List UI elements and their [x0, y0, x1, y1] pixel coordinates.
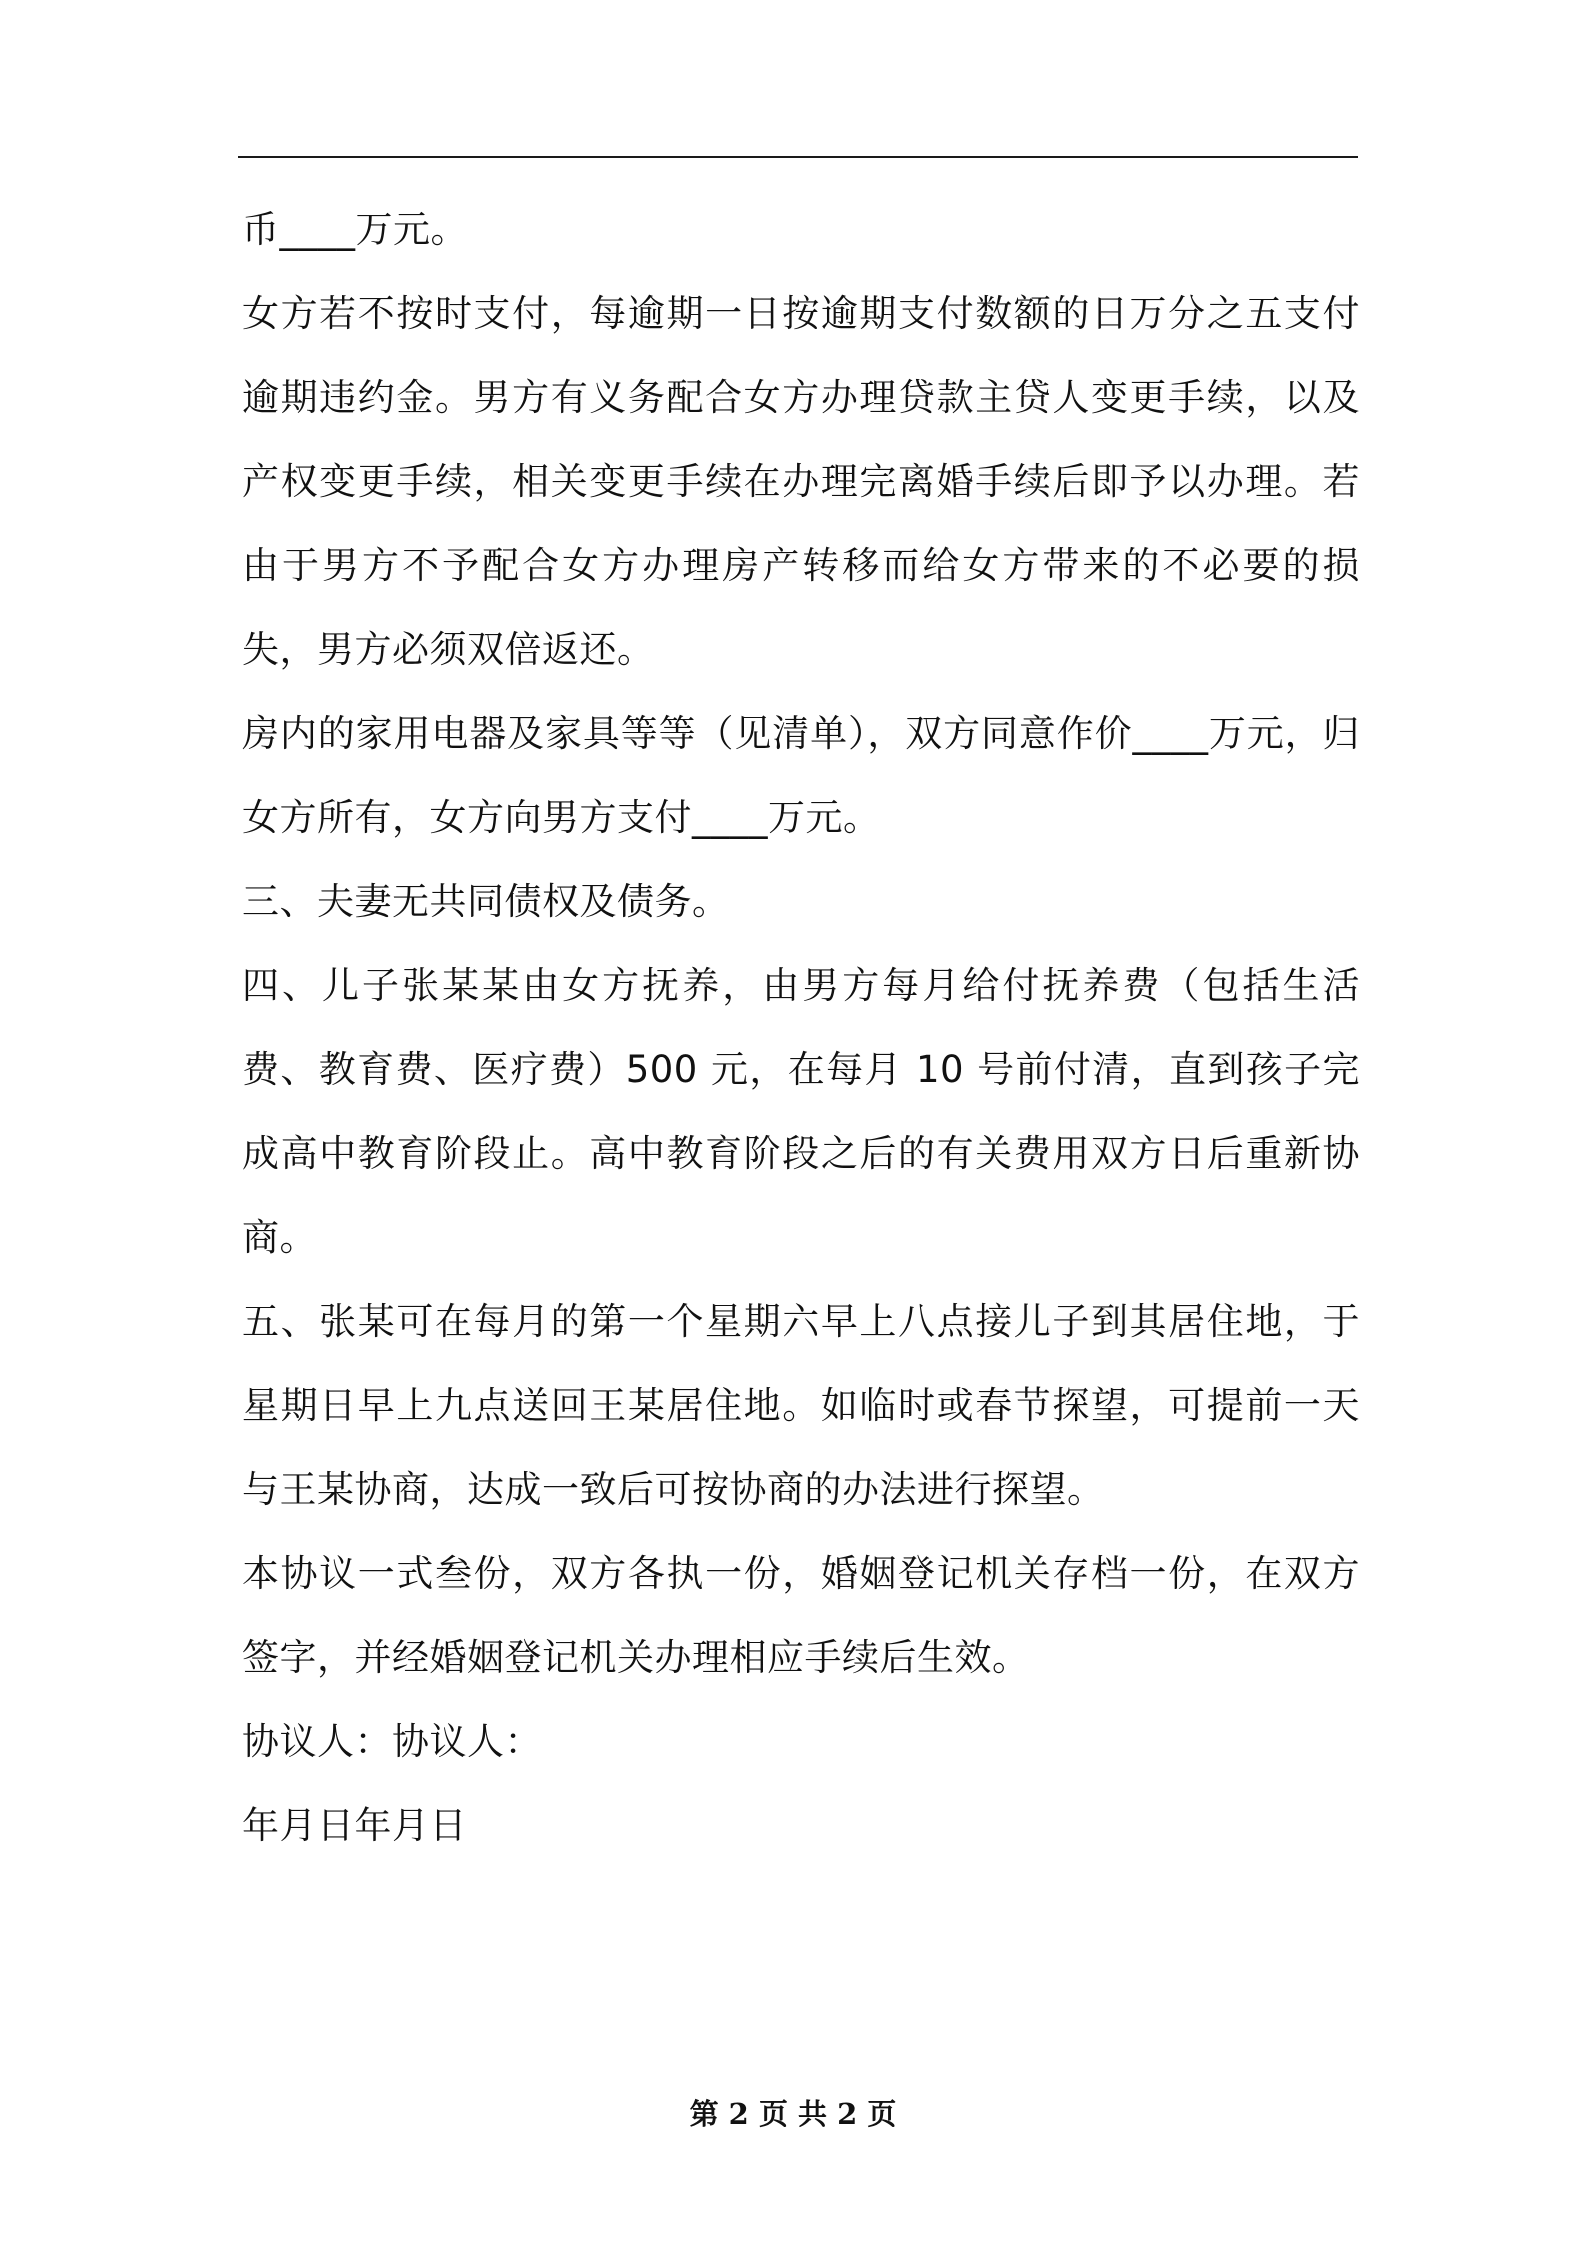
page-number-footer: 第 2 页 共 2 页 [689, 2097, 897, 2131]
signature-dates: 年月日年月日 [242, 1804, 467, 1847]
paragraph-child-custody: 四、儿子张某某由女方抚养，由男方每月给付抚养费（包括生活费、教育费、医疗费）500 元，在每月 10 号前付清，直到孩子完成高中教育阶段止。高中教育阶段之后的有关费用双方日后重新协商。 [242, 964, 1360, 1259]
paragraph-appliances-furniture: 房内的家用电器及家具等等（见清单），双方同意作价____万元，归女方所有，女方向男方支付____万元。 [242, 712, 1360, 839]
paragraph-visitation: 五、张某可在每月的第一个星期六早上八点接儿子到其居住地，于星期日早上九点送回王某居住地。如临时或春节探望，可提前一天与王某协商，达成一致后可按协商的办法进行探望。 [242, 1300, 1360, 1511]
header-rule [238, 156, 1358, 158]
paragraph-copies-effective: 本协议一式叁份，双方各执一份，婚姻登记机关存档一份，在双方签字，并经婚姻登记机关办理相应手续后生效。 [242, 1552, 1360, 1679]
paragraph-late-payment: 女方若不按时支付，每逾期一日按逾期支付数额的日万分之五支付逾期违约金。男方有义务配合女方办理贷款主贷人变更手续，以及产权变更手续，相关变更手续在办理完离婚手续后即予以办理。若由于男方不予配合女方办理房产转移而给女方带来的不必要的损失，男方必须双倍返还。 [242, 292, 1360, 671]
paragraph-currency-amount: 币____万元。 [242, 208, 468, 251]
document-body [242, 188, 1360, 1868]
signature-parties: 协议人：协议人： [242, 1720, 542, 1763]
paragraph-no-shared-debts: 三、夫妻无共同债权及债务。 [242, 880, 730, 923]
